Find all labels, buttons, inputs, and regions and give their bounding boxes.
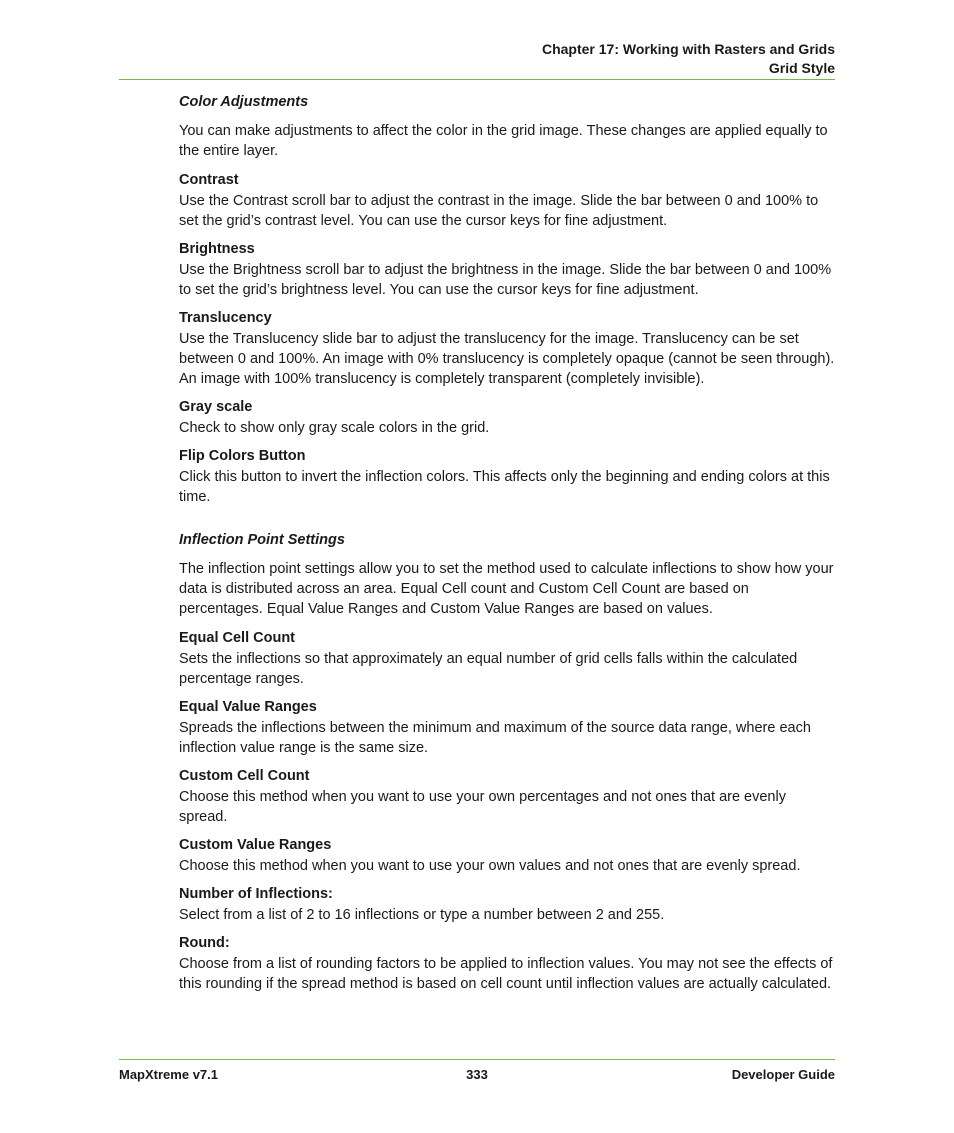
desc-equal-cell-count: Sets the inflections so that approximately an equal number of grid cells falls within the calculated percentage ranges.: [179, 651, 798, 687]
desc-translucency: Use the Translucency slide bar to adjust the translucency for the image. Translucency can be set between 0 and 100%. An image with 0% translucency is completely opaque (cannot be seen through). An image with 100% translucency is completely transparent (completely invisible).: [179, 331, 835, 387]
desc-contrast: Use the Contrast scroll bar to adjust the contrast in the image. Slide the bar between 0 and 100% to set the grid’s contrast level. You can use the cursor keys for fine adjustment.: [179, 193, 819, 229]
desc-custom-cell-count: Choose this method when you want to use your own percentages and not ones that are evenly spread.: [179, 789, 786, 825]
color-adjustments-heading: Color Adjustments: [179, 94, 309, 110]
term-number-of-inflections: Number of Inflections:: [179, 886, 333, 902]
desc-round: Choose from a list of rounding factors to be applied to inflection values. You may not see the effects of this rounding if the spread method is based on cell count until inflection values are actually calculated.: [179, 956, 833, 992]
term-round: Round:: [179, 935, 230, 951]
header-rule: [119, 79, 835, 80]
term-equal-value-ranges: Equal Value Ranges: [179, 699, 317, 715]
term-contrast: Contrast: [179, 172, 239, 188]
term-gray-scale: Gray scale: [179, 399, 253, 415]
footer-page-number: 333: [466, 1067, 488, 1082]
desc-custom-value-ranges: Choose this method when you want to use your own values and not ones that are evenly spread.: [179, 858, 801, 874]
section-title: Grid Style: [768, 60, 835, 76]
inflection-settings-heading: Inflection Point Settings: [179, 532, 345, 548]
inflection-settings-intro: The inflection point settings allow you to set the method used to calculate inflections to show how your data is distributed across an area. Equal Cell count and Custom Cell Count are based on percentages. Equal Value Ranges and Custom Value Ranges are based on values.: [179, 561, 834, 617]
color-adjustments-list: [179, 170, 835, 507]
term-translucency: Translucency: [179, 310, 272, 326]
footer-guide: Developer Guide: [731, 1067, 835, 1082]
desc-number-of-inflections: Select from a list of 2 to 16 inflections or type a number between 2 and 255.: [179, 907, 665, 923]
term-brightness: Brightness: [179, 241, 255, 257]
desc-flip-colors-button: Click this button to invert the inflection colors. This affects only the beginning and ending colors at this time.: [179, 469, 830, 505]
term-flip-colors-button: Flip Colors Button: [179, 448, 306, 464]
inflection-settings-list: [179, 628, 835, 994]
desc-gray-scale: Check to show only gray scale colors in the grid.: [179, 420, 490, 436]
chapter-title: Chapter 17: Working with Rasters and Grids: [541, 41, 835, 57]
desc-brightness: Use the Brightness scroll bar to adjust the brightness in the image. Slide the bar between 0 and 100% to set the grid’s brightness level. You can use the cursor keys for fine adjustment.: [179, 262, 832, 298]
term-equal-cell-count: Equal Cell Count: [179, 630, 295, 646]
desc-equal-value-ranges: Spreads the inflections between the minimum and maximum of the source data range, where each inflection value range is the same size.: [179, 720, 811, 756]
running-header: [542, 40, 835, 78]
footer-product: MapXtreme v7.1: [119, 1067, 218, 1082]
term-custom-value-ranges: Custom Value Ranges: [179, 837, 332, 853]
term-custom-cell-count: Custom Cell Count: [179, 768, 310, 784]
page-content: [179, 92, 835, 1002]
color-adjustments-intro: You can make adjustments to affect the color in the grid image. These changes are applied equally to the entire layer.: [179, 123, 828, 159]
footer-rule: [119, 1059, 835, 1060]
